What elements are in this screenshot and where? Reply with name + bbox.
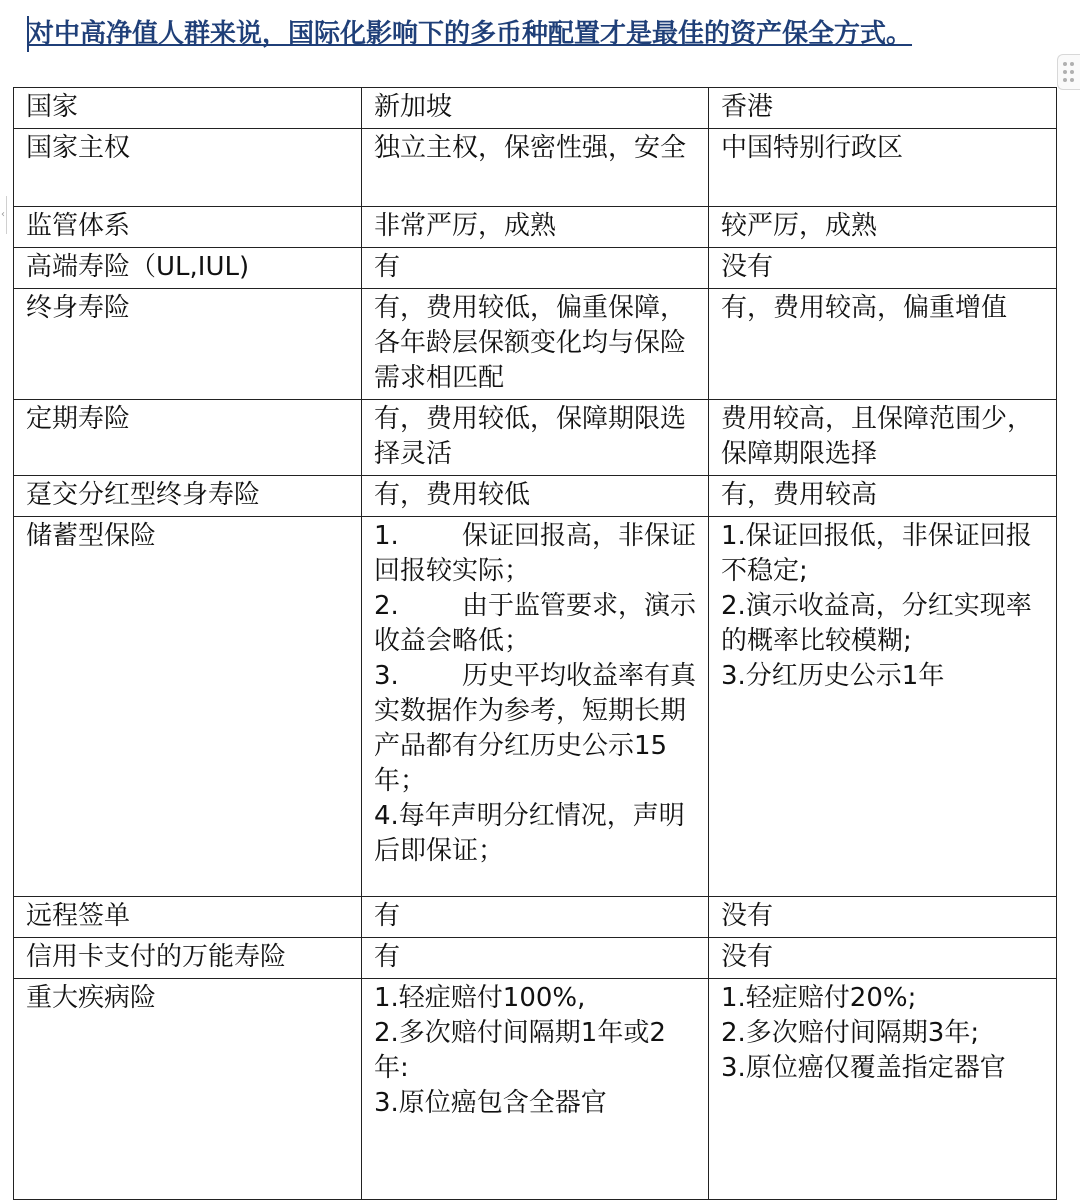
singapore-cell (362, 938, 709, 979)
hongkong-cell (709, 517, 1057, 897)
cell-line: 较严厉，成熟 (721, 211, 878, 241)
row-label: 信用卡支付的万能寿险 (14, 938, 362, 979)
singapore-cell (362, 517, 709, 897)
comparison-table (13, 87, 1057, 1200)
cell-line: 2.多次赔付间隔期1年或2年: (374, 1018, 666, 1083)
singapore-cell (362, 979, 709, 1200)
row-label: 重大疾病险 (14, 979, 362, 1200)
cell-line: 3.分红历史公示1年 (721, 661, 945, 691)
cell-line: 有，费用较高，偏重增值 (721, 293, 1008, 323)
row-label: 国家主权 (14, 129, 362, 207)
hongkong-cell (709, 979, 1057, 1200)
hongkong-cell (709, 400, 1057, 476)
table-row (14, 938, 1057, 979)
cell-line: 费用较高，且保障范围少，保障期限选择 (721, 404, 1034, 469)
cell-line: 有，费用较高 (721, 480, 878, 510)
hongkong-cell (709, 476, 1057, 517)
cell-line: 有，费用较低，保障期限选择灵活 (374, 404, 687, 469)
table-row (14, 207, 1057, 248)
row-label: 高端寿险（UL,IUL) (14, 248, 362, 289)
cell-line: 2. 由于监管要求，演示收益会略低； (374, 591, 697, 656)
row-label: 监管体系 (14, 207, 362, 248)
collapse-arrow-icon[interactable]: ‹ (0, 196, 7, 234)
cell-line: 独立主权，保密性强，安全 (374, 133, 687, 163)
cell-line: 3.原位癌仅覆盖指定器官 (721, 1053, 1006, 1083)
table-row (14, 979, 1057, 1200)
table-row (14, 476, 1057, 517)
cell-line: 1. 保证回报高，非保证回报较实际； (374, 521, 697, 586)
row-label: 趸交分红型终身寿险 (14, 476, 362, 517)
row-label: 远程签单 (14, 897, 362, 938)
cell-line: 2.多次赔付间隔期3年; (721, 1018, 980, 1048)
cell-line: 有，费用较低，偏重保障，各年龄层保额变化均与保险需求相匹配 (374, 293, 687, 393)
page-heading: 对中高净值人群来说，国际化影响下的多币种配置才是最佳的资产保全方式。 (28, 19, 913, 49)
hongkong-cell (709, 897, 1057, 938)
singapore-cell (362, 289, 709, 400)
cell-line: 有 (374, 942, 401, 972)
cell-line: 中国特别行政区 (721, 133, 904, 163)
cell-line: 4.每年声明分红情况，声明后即保证； (374, 801, 685, 866)
cell-line: 新加坡 (374, 92, 453, 122)
hongkong-cell (709, 88, 1057, 129)
table-row (14, 248, 1057, 289)
hongkong-cell (709, 207, 1057, 248)
table-row (14, 897, 1057, 938)
cell-line: 香港 (721, 92, 774, 122)
singapore-cell (362, 248, 709, 289)
cell-line: 有，费用较低 (374, 480, 531, 510)
cell-line: 1.保证回报低，非保证回报不稳定; (721, 521, 1032, 586)
table-row (14, 129, 1057, 207)
singapore-cell (362, 897, 709, 938)
hongkong-cell (709, 289, 1057, 400)
singapore-cell (362, 476, 709, 517)
singapore-cell (362, 129, 709, 207)
hongkong-cell (709, 129, 1057, 207)
cell-line: 1.轻症赔付100%, (374, 983, 586, 1013)
singapore-cell (362, 88, 709, 129)
row-label: 国家 (14, 88, 362, 129)
cell-line: 有 (374, 252, 401, 282)
row-label: 储蓄型保险 (14, 517, 362, 897)
cell-line: 2.演示收益高，分红实现率的概率比较模糊; (721, 591, 1032, 656)
hongkong-cell (709, 248, 1057, 289)
cell-line: 3. 历史平均收益率有真实数据作为参考，短期长期产品都有分红历史公示15年； (374, 661, 697, 796)
hongkong-cell (709, 938, 1057, 979)
row-label: 终身寿险 (14, 289, 362, 400)
table-row (14, 289, 1057, 400)
row-label: 定期寿险 (14, 400, 362, 476)
table-row (14, 400, 1057, 476)
table-body (14, 88, 1057, 1200)
cell-line: 3.原位癌包含全器官 (374, 1088, 607, 1118)
singapore-cell (362, 400, 709, 476)
table-row (14, 517, 1057, 897)
table-row (14, 88, 1057, 129)
cell-line: 没有 (721, 942, 774, 972)
singapore-cell (362, 207, 709, 248)
cell-line: 1.轻症赔付20%; (721, 983, 917, 1013)
cell-line: 有 (374, 901, 401, 931)
drag-handle-icon[interactable] (1057, 54, 1080, 90)
cell-line: 没有 (721, 252, 774, 282)
cell-line: 非常严厉，成熟 (374, 211, 557, 241)
cell-line: 没有 (721, 901, 774, 931)
